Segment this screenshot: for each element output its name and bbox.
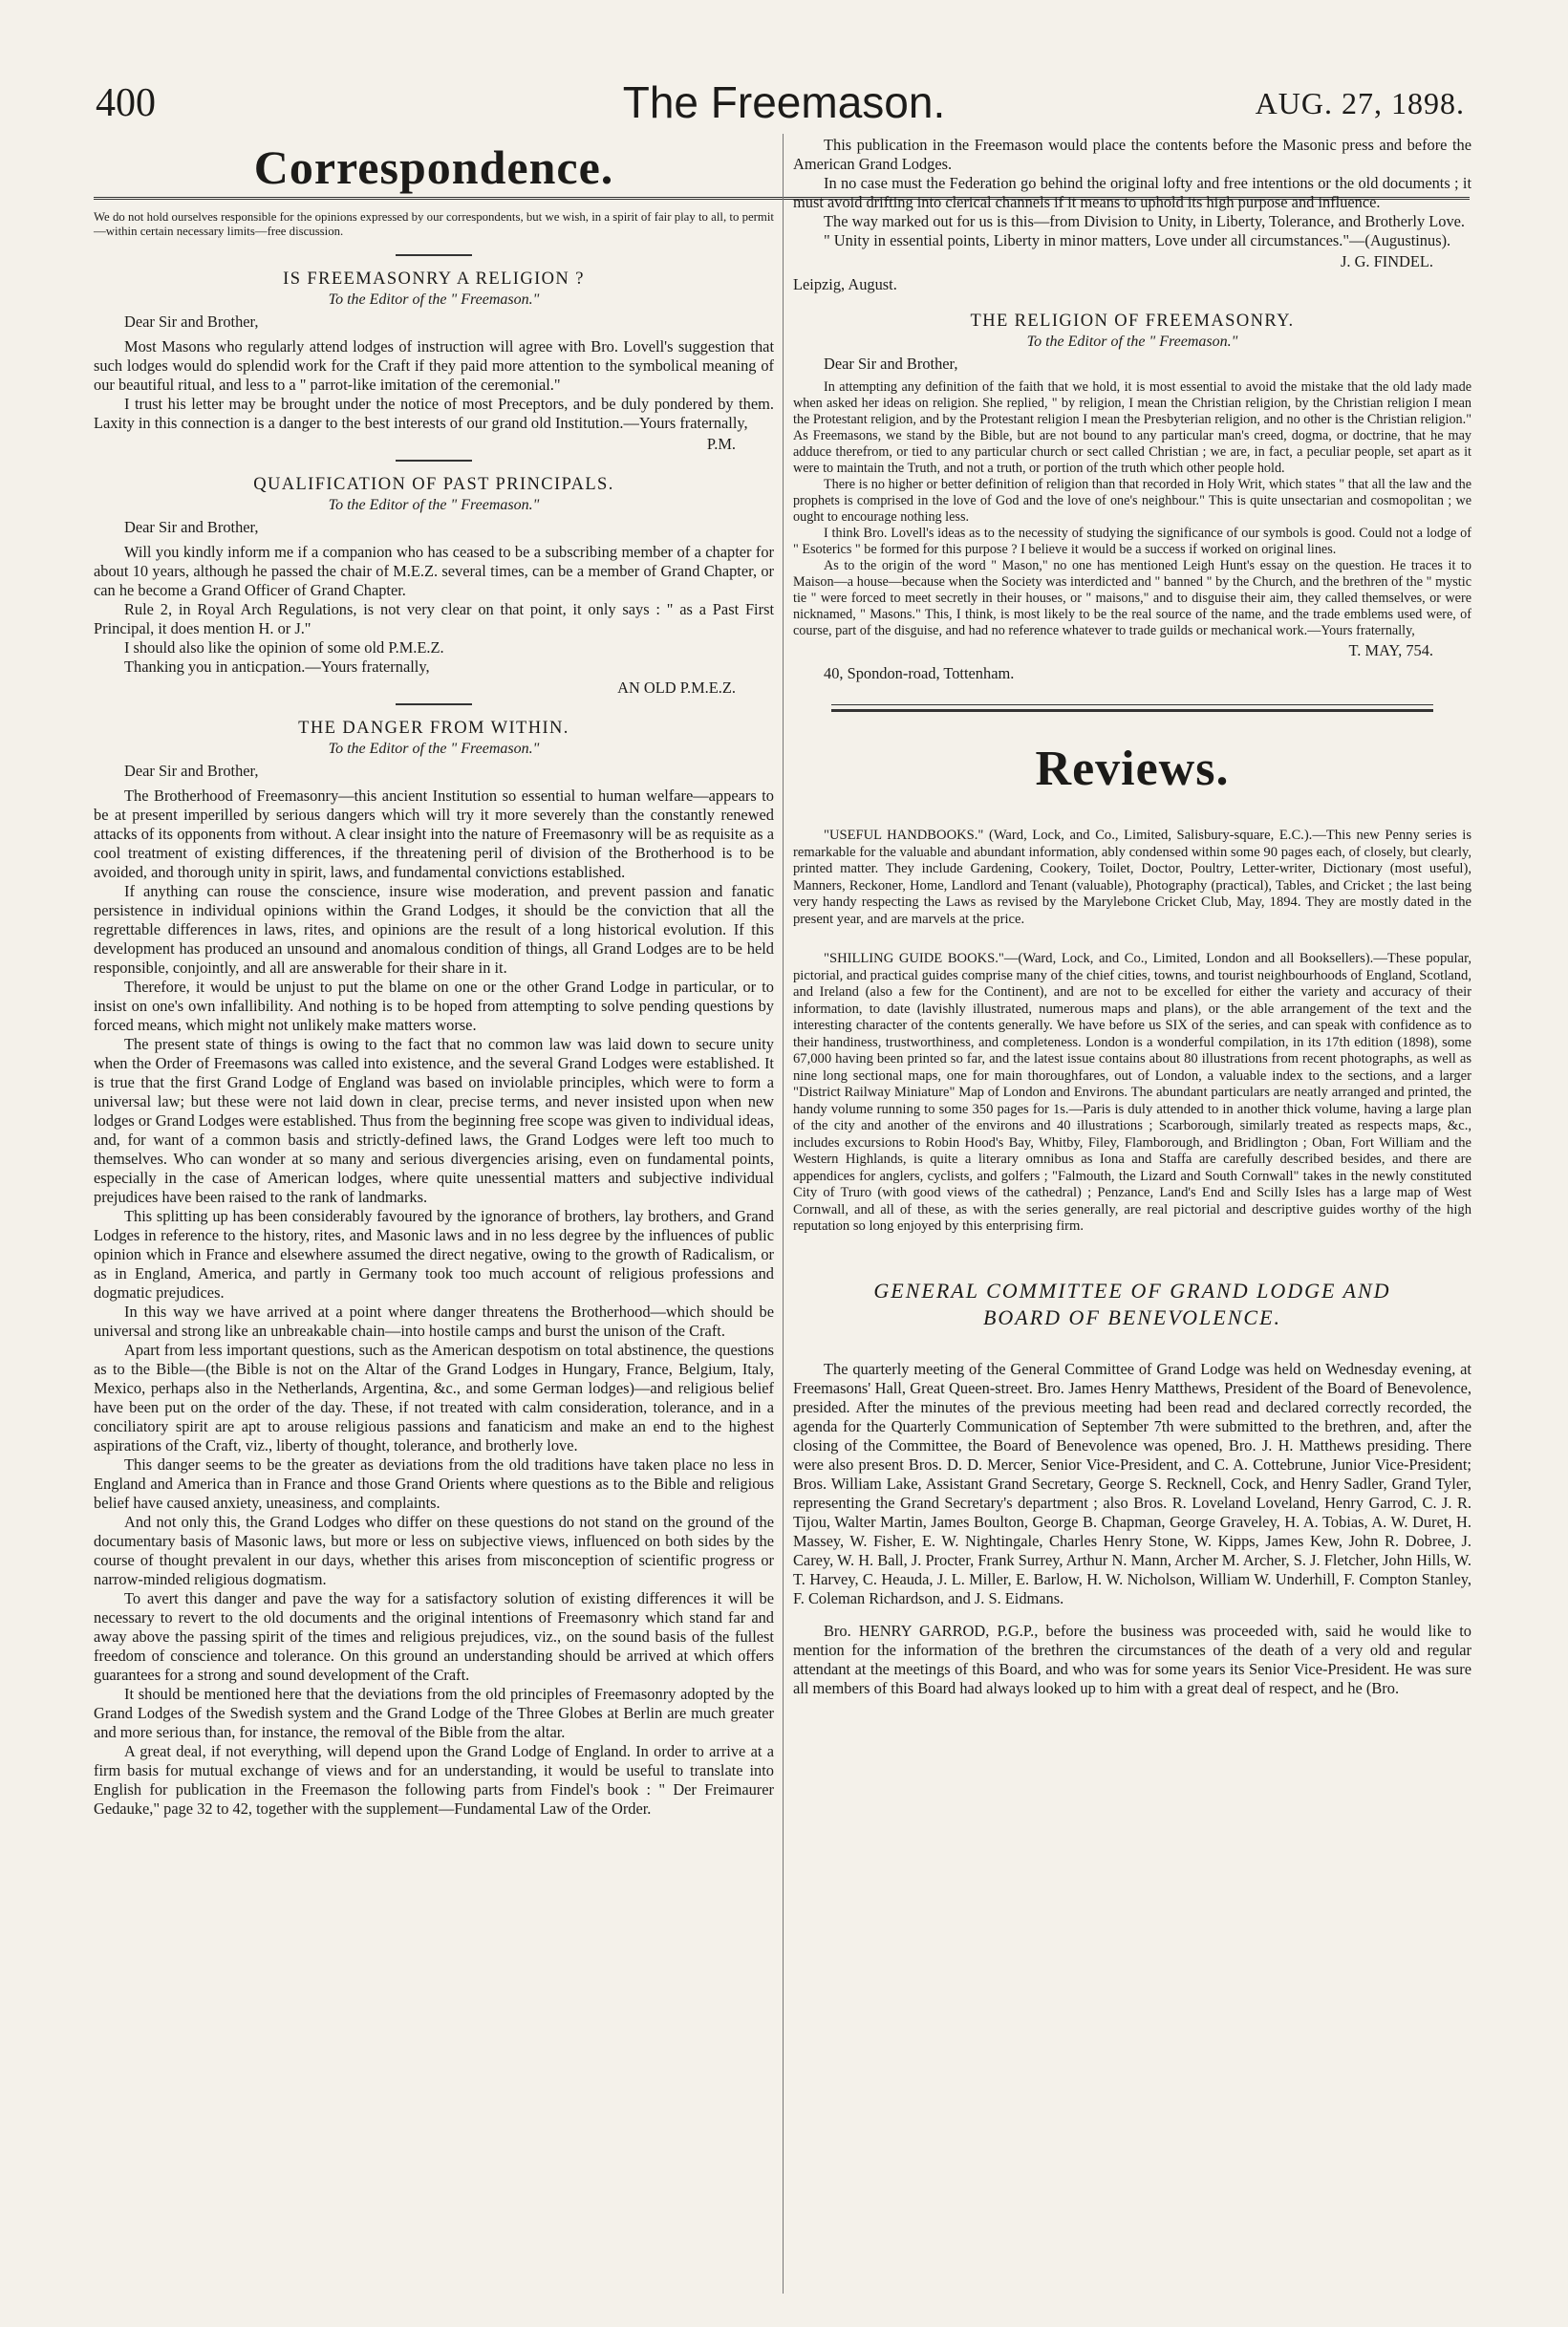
review-item: "SHILLING GUIDE BOOKS."—(Ward, Lock, and Co., Limited, London and all Booksellers).—These popular, pictorial, and practical guides comprise many of the chief cities, towns, and tourist neighbourhoods of England, Scotland, and Ireland (also a few for the Continent), and are not to be excelled for either the variety and accuracy of their information, to date (lavishly illustrated, numerous maps and plans), or the able arrangement of the text and the interesting character of the contents generally. We have before us SIX of the series, and can speak with confidence as to their handiness, trustworthiness, and completeness. London is a wonderful compilation, in its 17th edition (1898), some 67,000 having been printed so far, and the latest issue contains about 80 illustrations from recent photographs, as well as nine long sectional maps, one for main thoroughfares, out of London, a valuable index to the sections, and a larger "District Railway Miniature" Map of London and Environs. The abundant particulars are neatly arranged and printed, the handy volume running to some 350 pages for 1s.—Paris is duly attended to in another thick volume, having a large plan of the city and another of the environs and 40 illustrations ; Scarborough, similarly treated as respects maps, &c., includes excursions to Robin Hood's Bay, Whitby, Filey, Flamborough, and Bridlington ; Oban, Fort William and the Western Highlands, is quite a literary omnibus as Iona and Staffa are carefully described besides, and there are appendices for anglers, cyclists, and golfers ; "Falmouth, the Lizard and South Cornwall" takes in the newly constituted City of Truro (with good views of the cathedral) ; Penzance, Land's End and Scilly Isles has a large map of West Cornwall, and all of these, as with the series generally, are real pictorial and descriptive guides worthy of the high reputation so long enjoyed by this enterprising firm. [793,951,1471,1234]
to-editor-line: To the Editor of the " Freemason." [328,291,540,308]
committee-title-line: GENERAL COMMITTEE OF GRAND LODGE AND [873,1278,1391,1303]
paragraph: The present state of things is owing to the fact that no common law was laid down to secure unity when the Order of Freemasons was called into existence, and the several Grand Lodges were established. It is true that the first Grand Lodge of England was based on inviolable principles, which were to form a universal law; but these were not laid down in clear, precise terms, and never insisted upon when new lodges or Grand Lodges were established. Thus from the beginning free scope was given to individual ideas, and, for want of a common basis and strictly-defined laws, the Grand Lodges were left too much to themselves. Who can wonder at so many and serious divergencies arising, even on fundamental points, especially in the case of American lodges, where quite unessential matters and subjective individual prejudices have been raised to the rank of landmarks. [94,1035,774,1206]
paragraph: In attempting any definition of the faith that we hold, it is most essential to avoid the mistake that the old lady made when asked her ideas on religion. She replied, " by religion, I mean the Christian religion, by the Christian religion I mean the Protestant religion, and by the Protestant religion I mean the Presbyterian religion, and no other is the Christian religion." As Freemasons, we stand by the Bible, but are not bound to any particular man's creed, dogma, or doctrine, that he may adduce therefrom, or tied to any particular church or sect called Christian ; we are, in fact, a peculiar people, set apart as it were to maintain the Truth, and not a truth, or portion of the truth which other people hold. [793,379,1471,476]
committee-title-line: BOARD OF BENEVOLENCE. [982,1304,1282,1329]
paragraph: Rule 2, in Royal Arch Regulations, is not very clear on that point, it only says : " as a Past First Principal, it does mention H. or J." [94,600,774,637]
paragraph: I trust his letter may be brought under the notice of most Preceptors, and be duly pondered by them. Laxity in this connection is a danger to the best interests of our grand old Institution.—Yours fraternally, [94,395,774,432]
place-line: Leipzig, August. [793,275,897,293]
salutation: Dear Sir and Brother, [124,762,259,780]
paragraph: In this way we have arrived at a point where danger threatens the Brotherhood—which should be universal and strong like an unbreakable chain—into hostile camps and burst the unison of the Craft. [94,1303,774,1340]
letter-title: IS FREEMASONRY A RELIGION ? [283,269,585,289]
paragraph: The way marked out for us is this—from Division to Unity, in Liberty, Tolerance, and Brotherly Love. [824,212,1466,230]
salutation: Dear Sir and Brother, [124,518,259,536]
salutation: Dear Sir and Brother, [824,355,958,373]
paragraph: The quarterly meeting of the General Committee of Grand Lodge was held on Wednesday evening, at Freemasons' Hall, Great Queen-street. Bro. James Henry Matthews, President of the Board of Benevolence, presided. After the minutes of the previous meeting had been read and declared correctly recorded, the agenda for the Quarterly Communication of September 7th were submitted to the brethren, and, after the closing of the Committee, the Board of Benevolence was opened, Bro. J. H. Matthews presiding. There were also present Bros. D. D. Mercer, Senior Vice-President, and C. A. Cottebrune, Junior Vice-President; Bros. William Lake, Assistant Grand Secretary, George S. Recknell, Cock, and Henry Sadler, Grand Tyler, representing the Grand Secretary's department ; also Bros. R. Loveland Loveland, Henry Garrod, C. J. R. Tijou, Walter Martin, James Boulton, George B. Chapman, George Graveley, H. A. Tobias, A. W. Duret, H. Massey, W. Fisher, E. W. Nightingale, Charles Henry Stone, W. Kipps, James Kew, John R. Dobree, J. Carey, W. H. Ball, J. Procter, Frank Surrey, Arthur N. Mann, Archer M. Archer, S. J. Fletcher, John Hills, W. T. Harvey, C. Heauda, J. L. Miller, E. Barlow, H. W. Nicholson, William W. Underhill, F. Compton Stanley, F. Coleman Richardson, and J. S. Eidmans. [793,1359,1471,1607]
reviews-heading: Reviews. [1035,742,1230,796]
letter-title: QUALIFICATION OF PAST PRINCIPALS. [253,475,614,494]
letter-title: THE RELIGION OF FREEMASONRY. [970,312,1295,331]
paragraph: Will you kindly inform me if a companion who has ceased to be a subscribing member of a chapter for about 10 years, although he passed the chair of M.E.Z. several times, can be a member of Grand Chapter, or can he become a Grand Officer of Grand Chapter. [94,543,774,599]
paragraph: There is no higher or better definition of religion than that recorded in Holy Writ, which states " that all the law and the prophets is comprised in the love of God and the love of one's neighbour." This is quite unsectarian and cosmopolitan ; we ought to encourage nothing less. [793,477,1471,525]
signature: J. G. FINDEL. [1341,252,1433,270]
editorial-disclaimer: We do not hold ourselves responsible for the opinions expressed by our correspondents, but we wish, in a spirit of fair play to all, to permit—within certain necessary limits—free discussion. [94,210,774,238]
paragraph: If anything can rouse the conscience, insure wise moderation, and prevent passion and fanatic persistence in individual opinions within the Grand Lodges, it should be the conviction that all the regrettable differences in laws, rites, and opinions are the result of a long historical evolution. If this development has produced an unsound and anomalous condition of things, all Grand Lodges are to be held responsible, conjointly, and all are answerable for their share in it. [94,882,774,977]
paragraph: I think Bro. Lovell's ideas as to the necessity of studying the significance of our symbols is good. Could not a lodge of " Esoterics " be formed for this purpose ? I believe it would be a success if worked on original lines. [793,526,1471,557]
paragraph: A great deal, if not everything, will depend upon the Grand Lodge of England. In order to arrive at a firm basis for mutual exchange of views and for an understanding, it would be useful to translate into English for publication in the Freemason the following parts from Findel's book : " Der Freimaurer Gedauke," page 32 to 42, together with the supplement—Fundamental Law of the Order. [94,1742,774,1818]
paragraph: Thanking you in anticpation.—Yours fraternally, [124,657,430,676]
right-column [793,136,1471,1698]
letter-title: THE DANGER FROM WITHIN. [298,719,569,738]
masthead: The Freemason. [622,77,946,127]
section-rule [831,704,1433,705]
committee-title [793,1278,1471,1331]
salutation: Dear Sir and Brother, [124,312,259,331]
paragraph: Bro. HENRY GARROD, P.G.P., before the business was proceeded with, said he would like to mention for the information of the brethren the circumstances of the death of a very old and regular attendant at the meetings of this Board, and who was for some years its Senior Vice-President. He was sure all members of this Board had always looked up to him with a great deal of respect, and he (Bro. [793,1621,1471,1697]
paragraph: It should be mentioned here that the deviations from the old principles of Freemasonry adopted by the Grand Lodges of the Swedish system and the Grand Lodge of the Three Globes at Berlin are much greater and more serious than, for instance, the removal of the Bible from the altar. [94,1685,774,1741]
divider [396,460,472,462]
issue-date: AUG. 27, 1898. [1255,86,1465,120]
to-editor-line: To the Editor of the " Freemason." [1026,334,1238,350]
column-divider [783,134,784,2294]
review-item: "USEFUL HANDBOOKS." (Ward, Lock, and Co., Limited, Salisbury-square, E.C.).—This new Penny series is remarkable for the valuable and abundant information, ably condensed within some 90 pages each, of closely, but clearly, printed matter. They include Gardening, Cookery, Toilet, Doctor, Poultry, Letter-writer, Dictionary (most useful), Manners, Reckoner, Home, Landlord and Tenant (valuable), Photography (practical), Tables, and Cricket ; the last being very handy respecting the Laws as revised by the Marylebone Cricket Club, May, 1894. They are mostly dated in the present year, and are marvels at the price. [793,828,1471,927]
page-header [0,76,1568,138]
left-column [94,136,774,1819]
signature: AN OLD P.M.E.Z. [617,679,736,697]
paragraph: Therefore, it would be unjust to put the blame on one or the other Grand Lodge in particular, or to insist on one's own infallibility. And nothing is to be hoped from attempting to solve pending questions by forced means, which might not unlikely make matters worse. [94,978,774,1034]
paragraph: To avert this danger and pave the way for a satisfactory solution of existing differences it will be necessary to revert to the old documents and the original intentions of Freemasonry which stand far and away above the passing spirit of the times and religious prejudices, viz., on the sound basis of the fullest freedom of conscience and tolerance. On this ground an understanding should be arrived at which offers guarantees for a strong and sound development of the Craft. [94,1589,774,1684]
page-number: 400 [96,81,156,125]
place-line: 40, Spondon-road, Tottenham. [824,664,1015,682]
to-editor-line: To the Editor of the " Freemason." [328,497,540,513]
paragraph: This danger seems to be the greater as deviations from the old traditions have taken place no less in England and America than in France and those Grand Orients where questions as to the Bible and religious belief have caused anxiety, uneasiness, and complaints. [94,1455,774,1512]
correspondence-heading: Correspondence. [253,140,614,194]
paragraph: The Brotherhood of Freemasonry—this ancient Institution so essential to human welfare—appears to be at present imperilled by serious dangers which will try it more severely than the constantly renewed attacks of its opponents from without. A clear insight into the nature of Freemasonry will be as requisite as a cool treatment of existing differences, if the threatening peril of division of the Brotherhood is to be avoided, and thorough unity in spirit, laws, and fundamental convictions established. [94,786,774,881]
paragraph: In no case must the Federation go behind the original lofty and free intentions or the old documents ; it must avoid drifting into clerical channels if it means to uphold its high purpose and influence. [793,174,1471,211]
signature: T. MAY, 754. [1348,641,1433,659]
paragraph: And not only this, the Grand Lodges who differ on these questions do not stand on the ground of the documentary basis of Masonic laws, but more or less on subjective views, influenced on both sides by the course of thought prevalent in our days, whether this arises from misconception of scientific progress or narrow-minded religious dogmatism. [94,1513,774,1588]
divider [396,254,472,256]
section-rule [831,709,1433,712]
paragraph: Apart from less important questions, such as the American despotism on total abstinence, the questions as to the Bible—(the Bible is not on the Altar of the Grand Lodges in Hungary, France, Belgium, Italy, Mexico, perhaps also in the Netherlands, Argentina, &c., and some German lodges)—and religious belief have been put on the order of the day. These, if not treated with calm consideration, tolerance, and in a conciliatory spirit are apt to arouse religious passions and fanaticism and make an end to the highest aspirations of the Craft, viz., liberty of thought, tolerance, and brotherly love. [94,1341,774,1454]
paragraph: As to the origin of the word " Mason," no one has mentioned Leigh Hunt's essay on the question. He traces it to Maison—a house—because when the Society was interdicted and " banned " by the Church, and the brethren of the " mystic tie " were forced to meet secretly in their houses, or " maisons," and to disguise their aim, they called themselves, or were nicknamed, " Masons." This, I think, is most likely to be the real source of the name, and the trade emblems used were, of course, part of the disguise, and had no reference whatever to trade guilds or mechanical work.—Yours fraternally, [793,558,1471,638]
paragraph: Most Masons who regularly attend lodges of instruction will agree with Bro. Lovell's suggestion that such lodges would do splendid work for the Craft if they paid more attention to the symbolical meaning of our beautiful ritual, and less to a " parrot-like imitation of the ceremonial." [94,337,774,394]
paragraph: " Unity in essential points, Liberty in minor matters, Love under all circumstances."—(Augustinus). [824,231,1451,249]
paragraph: This publication in the Freemason would place the contents before the Masonic press and before the American Grand Lodges. [793,136,1471,173]
paragraph: This splitting up has been considerably favoured by the ignorance of brothers, lay brothers, and Grand Lodges in reference to the history, rites, and Masonic laws and in no less degree by the influences of public opinion which in France and elsewhere assumed the direct negative, owing to the growth of Radicalism, or as in England, America, and partly in Germany took too much account of religious professions and dogmatic prejudices. [94,1207,774,1302]
paragraph: I should also like the opinion of some old P.M.E.Z. [124,638,444,657]
signature: P.M. [706,435,736,453]
to-editor-line: To the Editor of the " Freemason." [328,741,540,757]
divider [396,703,472,705]
